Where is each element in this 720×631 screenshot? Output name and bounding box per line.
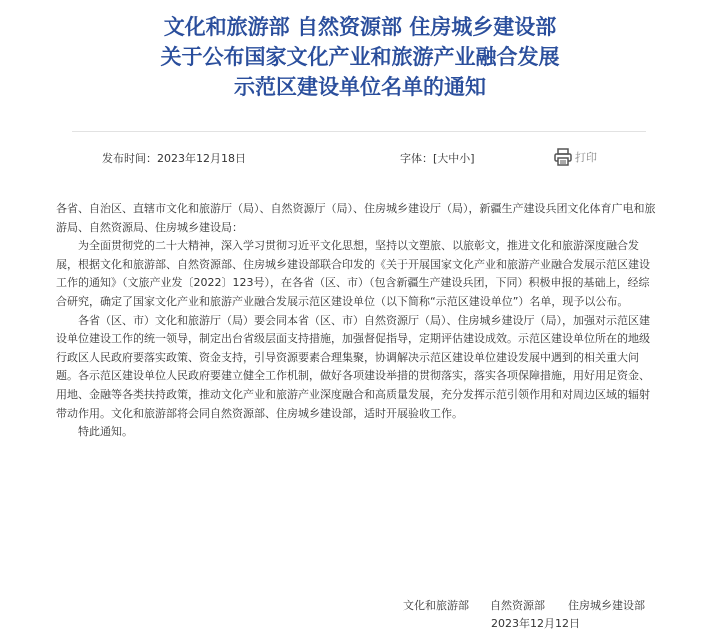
article-body (56, 200, 656, 442)
title-line-3: 示范区建设单位名单的通知 (234, 74, 486, 99)
closing-line: 特此通知。 (78, 425, 133, 439)
signature-org: 自然资源部 (490, 599, 545, 612)
body-paragraph: 为全面贯彻党的二十大精神，深入学习贯彻习近平文化思想，坚持以文塑旅、以旅彰文，推进文化和旅游深度融合发展，根据文化和旅游部、自然资源部、住房城乡建设部联合印发的《关于开展国家文化产业和旅游产业融合发展示范区建设工作的通知》（文旅产业发〔2022〕123号），在各省（区、市）（包含新疆生产建设兵团，下同）积极申报的基础上，经综合研究，确定了国家文化产业和旅游产业融合发展示范区建设单位（以下简称“示范区建设单位”）名单，现予以公布。 (56, 239, 650, 308)
publish-date: 发布时间：2023年12月18日 (102, 152, 246, 165)
title-line-2: 关于公布国家文化产业和旅游产业融合发展 (160, 44, 560, 69)
title-line-1: 文化和旅游部 自然资源部 住房城乡建设部 (163, 14, 557, 39)
signature-org: 文化和旅游部 (403, 599, 469, 612)
signature-org: 住房城乡建设部 (568, 599, 645, 612)
signature-date: 2023年12月12日 (491, 617, 580, 630)
print-button[interactable] (553, 146, 597, 168)
addressee: 各省、自治区、直辖市文化和旅游厅（局）、自然资源厅（局）、住房城乡建设厅（局），新疆生产建设兵团文化体育广电和旅游局、自然资源局、住房城乡建设局： (56, 202, 656, 234)
printer-icon (553, 147, 573, 167)
font-size-selector[interactable]: 字体：[大中小] (400, 152, 475, 165)
print-label: 打印 (575, 151, 597, 164)
page-title (0, 12, 720, 102)
title-divider (72, 131, 646, 132)
body-paragraph: 各省（区、市）文化和旅游厅（局）要会同本省（区、市）自然资源厅（局）、住房城乡建设厅（局），加强对示范区建设单位建设工作的统一领导，制定出台省级层面支持措施，加强督促指导，定期评估建设成效。示范区建设单位所在的地级行政区人民政府要落实政策、资金支持，引导资源要素合理集聚，协调解决示范区建设单位建设发展中遇到的相关重大问题。各示范区建设单位人民政府要建立健全工作机制，做好各项建设举措的贯彻落实，落实各项保障措施，用好用足资金、用地、金融等各类扶持政策，推动文化产业和旅游产业深度融合和高质量发展，充分发挥示范引领作用和对周边区域的辐射带动作用。文化和旅游部将会同自然资源部、住房城乡建设部，适时开展验收工作。 (56, 313, 650, 420)
